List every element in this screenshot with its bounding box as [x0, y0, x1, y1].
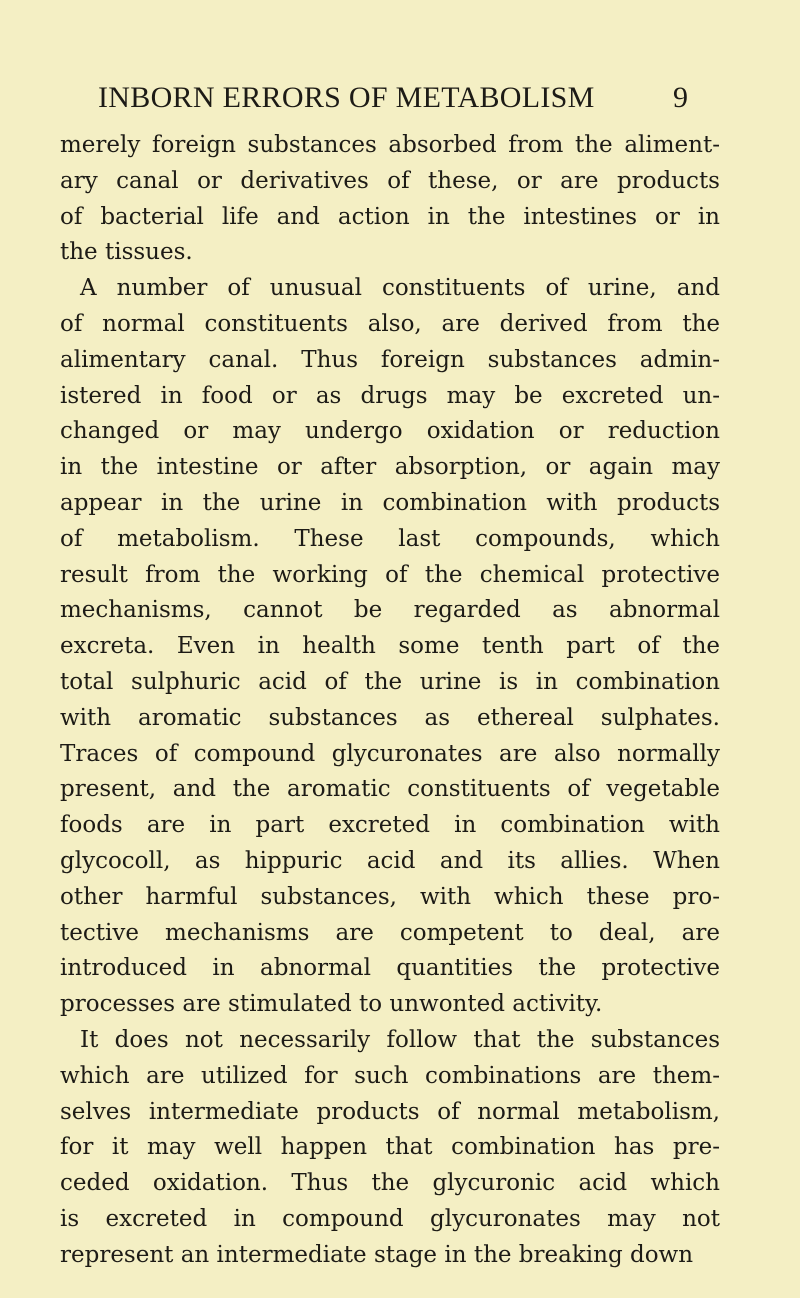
running-title: INBORN ERRORS OF METABOLISM	[98, 81, 595, 114]
text-line: ceded oxidation. Thus the glycuronic acid which	[60, 1170, 720, 1197]
text-line: represent an intermediate stage in the breaking down	[60, 1241, 694, 1268]
text-line: result from the working of the chemical protective	[60, 561, 720, 588]
text-line: for it may well happen that combination has pre-	[60, 1134, 720, 1161]
text-line: other harmful substances, with which these pro-	[60, 883, 720, 910]
text-line: total sulphuric acid of the urine is in combination	[60, 668, 720, 695]
text-line: ary canal or derivatives of these, or are products	[60, 167, 720, 194]
text-line: present, and the aromatic constituents of vegetable	[60, 776, 720, 803]
text-line: which are utilized for such combinations are them-	[60, 1062, 720, 1089]
text-line: is excreted in compound glycuronates may not	[60, 1205, 720, 1232]
text-line: of bacterial life and action in the intestines or in	[60, 203, 720, 230]
text-line: of normal constituents also, are derived from the	[60, 310, 720, 337]
page-header	[98, 78, 688, 118]
page-number: 9	[673, 81, 688, 114]
text-line: tective mechanisms are competent to deal, are	[60, 919, 720, 946]
text-line: A number of unusual constituents of urine, and	[80, 275, 720, 302]
text-line: excreta. Even in health some tenth part of the	[60, 633, 720, 660]
text-line: the tissues.	[60, 239, 193, 266]
text-line: merely foreign substances absorbed from the aliment-	[60, 132, 720, 158]
text-line: introduced in abnormal quantities the protective	[60, 955, 720, 982]
text-line: changed or may undergo oxidation or reduction	[60, 418, 720, 445]
text-line: processes are stimulated to unwonted activity.	[60, 991, 603, 1018]
text-line: Traces of compound glycuronates are also normally	[60, 740, 720, 767]
text-line: glycocoll, as hippuric acid and its allies. When	[60, 847, 720, 874]
text-line: selves intermediate products of normal metabolism,	[60, 1098, 720, 1125]
text-line: It does not necessarily follow that the substances	[80, 1026, 720, 1053]
text-line: alimentary canal. Thus foreign substances admin-	[60, 346, 720, 373]
text-line: istered in food or as drugs may be excreted un-	[60, 382, 720, 409]
text-line: foods are in part excreted in combination with	[60, 812, 720, 839]
text-line: in the intestine or after absorption, or again may	[60, 454, 720, 481]
text-line: mechanisms, cannot be regarded as abnormal	[60, 597, 720, 624]
body-text	[60, 128, 720, 1274]
text-line: appear in the urine in combination with products	[60, 489, 720, 516]
text-line: with aromatic substances as ethereal sulphates.	[60, 704, 720, 731]
text-line: of metabolism. These last compounds, which	[60, 525, 720, 552]
